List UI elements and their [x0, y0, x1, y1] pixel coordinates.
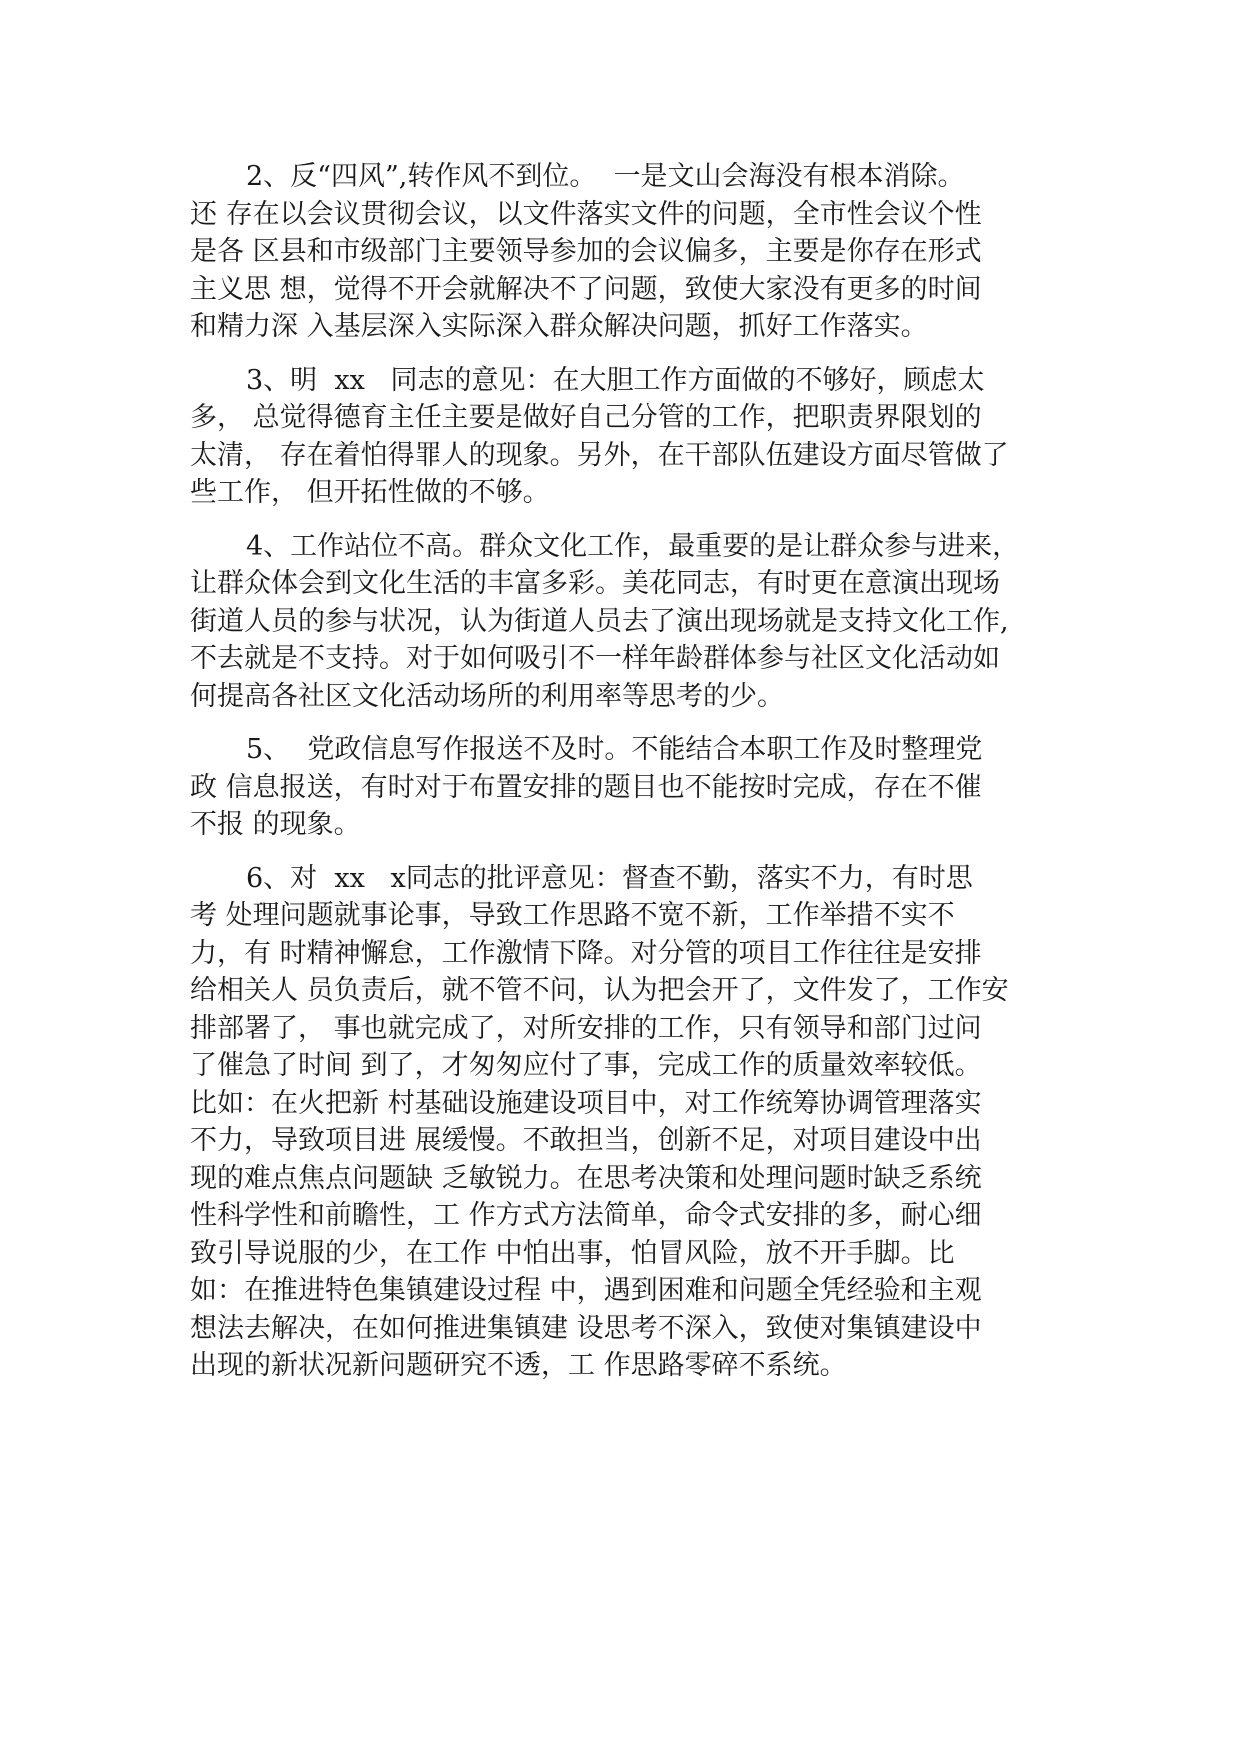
paragraph-item-4 [190, 528, 1050, 716]
text-line: 不去就是不支持。对于如何吸引不一样年龄群体参与社区文化活动如 [190, 643, 1000, 674]
text-line: 些工作， 但开拓性做的不够。 [190, 477, 550, 508]
paragraph-item-6 [190, 860, 1050, 1385]
text-line: 如：在推进特色集镇建设过程 中，遇到困难和问题全凭经验和主观 [190, 1275, 982, 1306]
text-line: 让群众体会到文化生活的丰富多彩。美花同志，有时更在意演出现场 [190, 568, 1000, 599]
text-line: 主义思 想，觉得不开会就解决不了问题，致使大家没有更多的时间 [190, 273, 982, 305]
text-line: 不力，导致项目进 展缓慢。不敢担当，创新不足，对项目建设中出 [190, 1125, 982, 1156]
text-line: 3、明 xx 同志的意见：在大胆工作方面做的不够好，顾虑太 [246, 364, 985, 396]
text-line: 性科学性和前瞻性，工 作方式方法简单，命令式安排的多，耐心细 [190, 1200, 982, 1231]
text-line: 出现的新状况新问题研究不透，工 作思路零碎不系统。 [190, 1350, 847, 1381]
text-line: 5、 党政信息写作报送不及时。不能结合本职工作及时整理党 [246, 734, 983, 765]
text-line: 太清， 存在着怕得罪人的现象。另外，在干部队伍建设方面尽管做了 [190, 439, 1009, 471]
text-line: 现的难点焦点问题缺 乏敏锐力。在思考决策和处理问题时缺乏系统 [190, 1162, 982, 1194]
paragraph-item-3 [190, 362, 1050, 512]
text-line: 不报 的现象。 [190, 809, 361, 840]
text-line: 何提高各社区文化活动场所的利用率等思考的少。 [190, 680, 784, 712]
text-line: 比如：在火把新 村基础设施建设项目中，对工作统筹协调管理落实 [190, 1087, 982, 1119]
text-line: 力，有 时精神懈怠，工作激情下降。对分管的项目工作往往是安排 [190, 937, 982, 969]
text-line: 排部署了， 事也就完成了，对所安排的工作，只有领导和部门过问 [190, 1012, 982, 1044]
text-line: 和精力深 入基层深入实际深入群众解决问题，抓好工作落实。 [190, 311, 928, 342]
text-line: 政 信息报送，有时对于布置安排的题目也不能按时完成，存在不催 [190, 771, 982, 803]
text-line: 致引导说服的少，在工作 中怕出事，怕冒风险，放不开手脚。比 [190, 1237, 955, 1269]
paragraph-item-5 [190, 731, 1050, 844]
text-line: 想法去解决，在如何推进集镇建 设思考不深入，致使对集镇建设中 [190, 1312, 982, 1344]
text-line: 6、对 xx x同志的批评意见：督查不勤，落实不力，有时思 [246, 862, 973, 894]
text-line: 考 处理问题就事论事，导致工作思路不宽不新，工作举措不实不 [190, 900, 955, 931]
text-line: 街道人员的参与状况，认为街道人员去了演出现场就是支持文化工作, [190, 605, 1009, 637]
text-line: 还 存在以会议贯彻会议，以文件落实文件的问题，全市性会议个性 [190, 198, 982, 230]
text-line: 给相关人 员负责后，就不管不问，认为把会开了，文件发了，工作安 [190, 975, 1009, 1006]
text-line: 2、反“四风”,转作风不到位。 一是文山会海没有根本消除。 [246, 161, 965, 192]
text-line: 是各 区县和市级部门主要领导参加的会议偏多，主要是你存在形式 [190, 236, 982, 267]
text-line: 4、工作站位不高。群众文化工作，最重要的是让群众参与进来， [246, 530, 1020, 562]
text-line: 了催急了时间 到了，才匆匆应付了事，完成工作的质量效率较低。 [190, 1050, 982, 1081]
document-body [190, 158, 1050, 1401]
text-line: 多， 总觉得德育主任主要是做好自己分管的工作，把职责界限划的 [190, 402, 982, 433]
paragraph-item-2 [190, 158, 1050, 346]
